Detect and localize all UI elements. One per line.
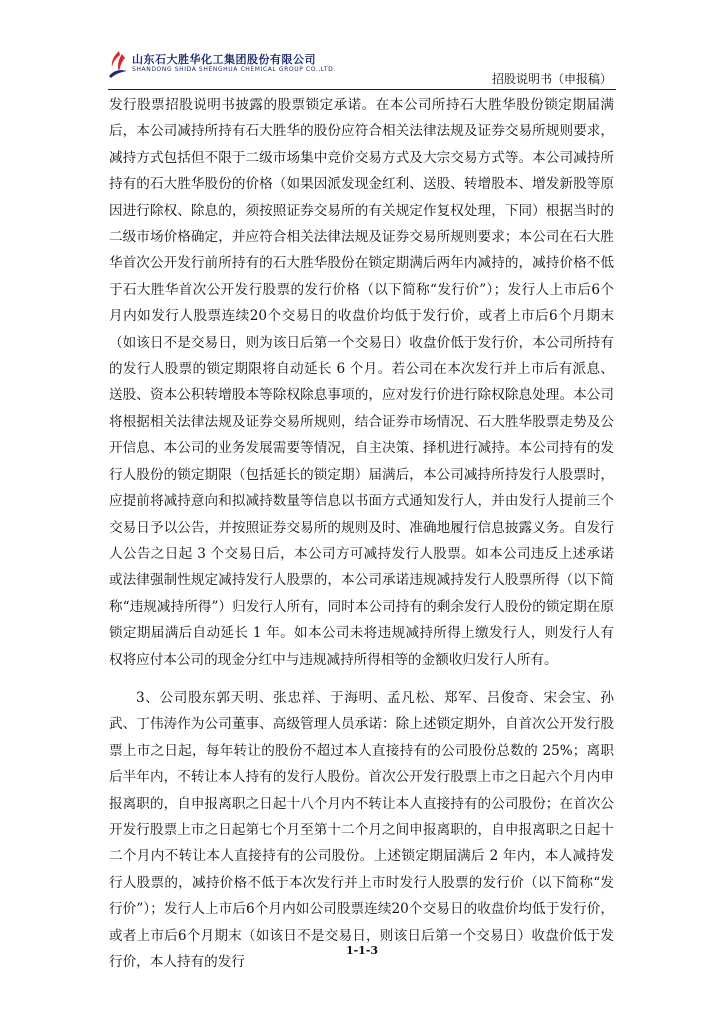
header-divider — [108, 89, 616, 90]
company-name-en: SHANDONG SHIDA SHENGHUA CHEMICAL GROUP CO.,LTD. — [132, 66, 336, 73]
company-logo-icon — [108, 50, 128, 78]
document-body — [109, 92, 614, 975]
paragraph-lockup-commitment: 发行股票招股说明书披露的股票锁定承诺。在本公司所持石大胜华股份锁定期届满后，本公司减持所持有石大胜华的股份应符合相关法律法规及证券交易所规则要求，减持方式包括但不限于二级市场集中竞价交易方式及大宗交易方式等。本公司减持所持有的石大胜华股份的价格（如果因派发现金红利、送股、转增股本、增发新股等原因进行除权、除息的，须按照证券交易所的有关规定作复权处理，下同）根据当时的二级市场价格确定，并应符合相关法律法规及证券交易所规则要求；本公司在石大胜华首次公开发行前所持有的石大胜华股份在锁定期满后两年内减持的，减持价格不低于石大胜华首次公开发行股票的发行价格（以下简称“发行价”）；发行人上市后6个月内如发行人股票连续20个交易日的收盘价均低于发行价，或者上市后6个月期末（如该日不是交易日，则为该日后第一个交易日）收盘价低于发行价，本公司所持有的发行人股票的锁定期限将自动延长 6 个月。若公司在本次发行并上市后有派息、送股、资本公积转增股本等除权除息事项的，应对发行价进行除权除息处理。本公司将根据相关法律法规及证券交易所规则，结合证券市场情况、石大胜华股票走势及公开信息、本公司的业务发展需要等情况，自主决策、择机进行减持。本公司持有的发行人股份的锁定期限（包括延长的锁定期）届满后，本公司减持所持发行人股票时，应提前将减持意向和拟减持数量等信息以书面方式通知发行人，并由发行人提前三个交易日予以公告，并按照证券交易所的规则及时、准确地履行信息披露义务。自发行人公告之日起 3 个交易日后，本公司方可减持发行人股票。如本公司违反上述承诺或法律强制性规定减持发行人股票的，本公司承诺违规减持发行人股票所得（以下简称“违规减持所得”）归发行人所有，同时本公司持有的剩余发行人股份的锁定期在原锁定期届满后自动延长 1 年。如本公司未将违规减持所得上缴发行人，则发行人有权将应付本公司的现金分红中与违规减持所得相等的金额收归发行人所有。 — [109, 97, 614, 668]
page-number: 1-1-3 — [345, 944, 379, 957]
company-name-cn: 山东石大胜华化工集团股份有限公司 — [132, 53, 316, 66]
page-header — [108, 46, 616, 90]
document-title: 招股说明书（申报稿） — [491, 72, 612, 86]
paragraph-director-commitment: 3、公司股东郭天明、张忠祥、于海明、孟凡松、郑军、吕俊奇、宋会宝、孙武、丁伟涛作为公司董事、高级管理人员承诺：除上述锁定期外，自首次公开发行股票上市之日起，每年转让的股份不超过本人直接持有的公司股份总数的 25%；离职后半年内，不转让本人持有的发行人股份。首次公开发行股票上市之日起六个月内申报离职的，自申报离职之日起十八个月内不转让本人直接持有的公司股份；在首次公开发行股票上市之日起第七个月至第十二个月之间申报离职的，自申报离职之日起十二个月内不转让本人直接持有的公司股份。上述锁定期届满后 2 年内，本人减持发行人股票的，减持价格不低于本次发行并上市时发行人股票的发行价（以下简称“发行价”）；发行人上市后6个月内如公司股票连续20个交易日的收盘价均低于发行价，或者上市后6个月期末（如该日不是交易日，则该日后第一个交易日）收盘价低于发行价，本人持有的发行 — [109, 689, 614, 970]
